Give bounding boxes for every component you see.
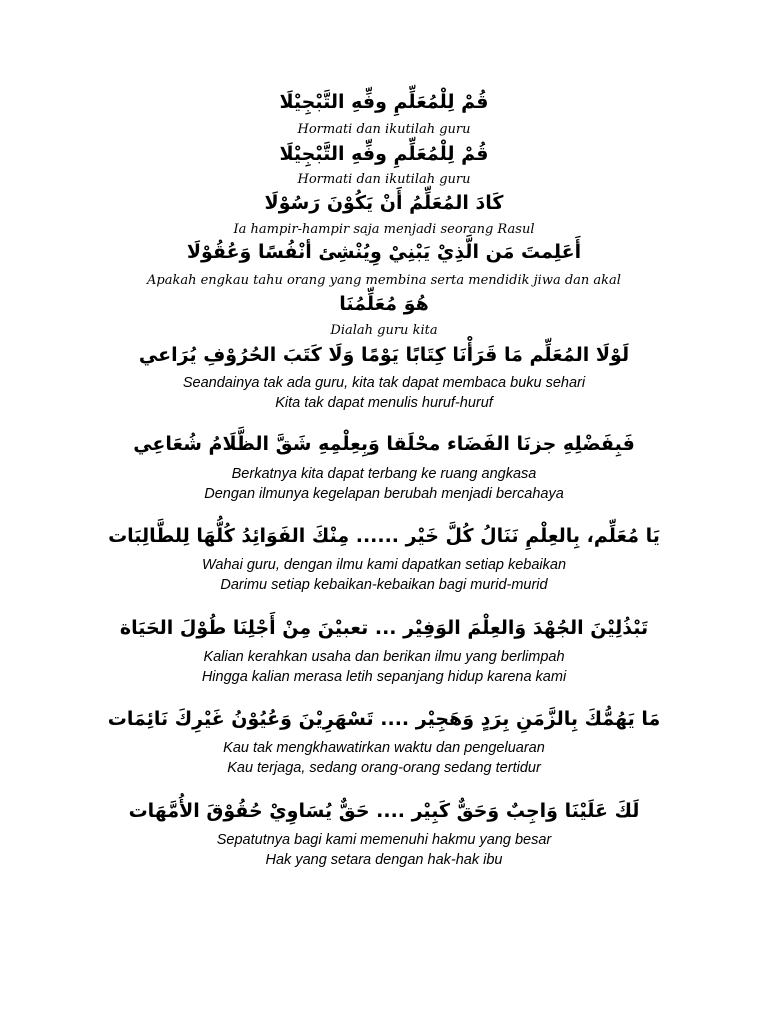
arabic-verse-6: لَوْلَا المُعَلِّم مَا قَرَأْنَا كِتَابًا يَوْمًا وَلَا كَتَبَ الحُرُوْفِ يُرَاعي [138, 344, 630, 366]
translation-11-line-1: Sepatutnya bagi kami memenuhi hakmu yang besar [216, 832, 552, 848]
translation-3: Ia hampir-hampir saja menjadi seorang Rasul [233, 222, 535, 237]
arabic-verse-8: يَا مُعَلِّم، بِالعِلْمِ نَنَالُ كُلَّ خَيْر ...... مِنْكَ الفَوَائِدُ كُلُّهَا لِلطَّالِبَات [108, 525, 660, 547]
translation-6-line-1: Seandainya tak ada guru, kita tak dapat membaca buku sehari [182, 375, 586, 391]
translation-8-line-2: Darimu setiap kebaikan-kebaikan bagi murid-murid [220, 577, 548, 593]
translation-9-line-2: Hingga kalian merasa letih sepanjang hidup karena kami [201, 669, 567, 685]
translation-6-line-2: Kita tak dapat menulis huruf-huruf [275, 395, 493, 411]
translation-7-line-1: Berkatnya kita dapat terbang ke ruang angkasa [231, 466, 537, 482]
translation-9-line-1: Kalian kerahkan usaha dan berikan ilmu yang berlimpah [203, 649, 565, 665]
arabic-verse-10: مَا يَهُمُّكَ بِالزَّمَنِ بِرَدٍ وَهَجِيْر .... تَسْهَرِيْنَ وَعُيُوْنُ غَيْرِكَ نَائِمَات [107, 708, 661, 730]
translation-8-line-1: Wahai guru, dengan ilmu kami dapatkan setiap kebaikan [201, 557, 567, 573]
translation-4: Apakah engkau tahu orang yang membina serta mendidik jiwa dan akal [147, 273, 621, 288]
arabic-verse-1: قُمْ لِلْمُعَلِّمِ وفِّهِ التَّبْجِيْلَا [279, 91, 489, 113]
translation-2: Hormati dan ikutilah guru [297, 172, 471, 187]
arabic-verse-2: قُمْ لِلْمُعَلِّمِ وفِّهِ التَّبْجِيْلَا [279, 143, 489, 165]
arabic-verse-4: أَعَلِمتَ مَن الَّذِيْ يَبْنِيْ وِيُنْشِئ أنْفُسًا وَعُقُوْلَا [186, 241, 582, 263]
translation-10-line-2: Kau terjaga, sedang orang-orang sedang tertidur [227, 760, 541, 776]
arabic-verse-11: لَكَ عَلَيْنَا وَاجِبٌ وَحَقٌّ كَبِيْر .... حَقٌّ يُسَاوِيْ حُقُوْقَ الأُمَّهَات [128, 800, 640, 822]
translation-5: Dialah guru kita [330, 323, 438, 338]
arabic-verse-5: هُوَ مُعَلِّمُنَا [339, 293, 429, 315]
translation-11-line-2: Hak yang setara dengan hak-hak ibu [265, 852, 503, 868]
arabic-verse-7: فَبِفَضْلِهِ جزنَا الفَضَاء محْلَقا وَبِعِلْمِهِ شَقَّ الظَّلَامُ شُعَاعِي [133, 433, 635, 455]
translation-10-line-1: Kau tak mengkhawatirkan waktu dan pengeluaran [223, 740, 545, 756]
translation-7-line-2: Dengan ilmunya kegelapan berubah menjadi bercahaya [204, 486, 564, 502]
arabic-verse-9: تَبْذُلِيْنَ الجُهْدَ وَالعِلْمَ الوَفِيْر ... تعبيْنَ مِنْ أَجْلِنَا طُوْلَ الحَيَاة [119, 617, 649, 639]
translation-1: Hormati dan ikutilah guru [297, 122, 471, 137]
arabic-verse-3: كَادَ المُعَلِّمُ أَنْ يَكُوْنَ رَسُوْلَا [264, 192, 504, 214]
